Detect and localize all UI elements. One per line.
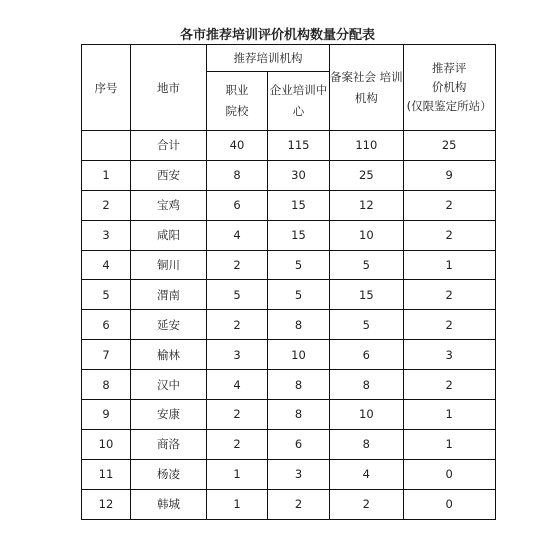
row-seq: 4 (82, 250, 131, 280)
row-city: 榆林 (131, 340, 207, 370)
header-evaluation-line3: (仅限鉴定所站） (406, 99, 492, 113)
row-enterprise: 10 (268, 340, 330, 370)
row-enterprise: 5 (268, 280, 330, 310)
row-social: 25 (330, 160, 404, 190)
table-row (82, 340, 496, 370)
row-evaluation: 2 (403, 370, 495, 400)
row-city: 汉中 (131, 370, 207, 400)
row-city: 延安 (131, 310, 207, 340)
row-enterprise: 8 (268, 370, 330, 400)
row-social: 8 (330, 429, 404, 459)
row-evaluation: 2 (403, 190, 495, 220)
row-vocational: 1 (207, 459, 268, 489)
header-row-top (82, 45, 496, 72)
table-row (82, 459, 496, 489)
row-social: 15 (330, 280, 404, 310)
row-seq: 6 (82, 310, 131, 340)
row-evaluation: 1 (403, 400, 495, 430)
row-city: 韩城 (131, 489, 207, 519)
row-evaluation: 0 (403, 459, 495, 489)
table-row (82, 370, 496, 400)
row-vocational: 2 (207, 310, 268, 340)
row-seq: 2 (82, 190, 131, 220)
header-evaluation (403, 45, 495, 131)
row-city: 安康 (131, 400, 207, 430)
row-city: 渭南 (131, 280, 207, 310)
row-social: 10 (330, 400, 404, 430)
row-vocational: 4 (207, 220, 268, 250)
row-city: 商洛 (131, 429, 207, 459)
total-label: 合计 (131, 131, 207, 161)
row-city: 铜川 (131, 250, 207, 280)
header-vocational-line1: 职业 (225, 83, 249, 97)
header-social-line2: 机构 (354, 90, 378, 105)
total-row (82, 131, 496, 161)
row-evaluation: 3 (403, 340, 495, 370)
row-vocational: 6 (207, 190, 268, 220)
total-enterprise: 115 (268, 131, 330, 161)
row-vocational: 2 (207, 400, 268, 430)
total-social: 110 (330, 131, 404, 161)
row-seq: 9 (82, 400, 131, 430)
row-enterprise: 30 (268, 160, 330, 190)
table-row (82, 220, 496, 250)
header-enterprise-line1: 企业培训中 (269, 83, 328, 97)
row-seq: 7 (82, 340, 131, 370)
row-seq: 11 (82, 459, 131, 489)
row-city: 杨凌 (131, 459, 207, 489)
total-evaluation: 25 (403, 131, 495, 161)
row-evaluation: 2 (403, 310, 495, 340)
row-vocational: 1 (207, 489, 268, 519)
row-city: 宝鸡 (131, 190, 207, 220)
row-vocational: 2 (207, 429, 268, 459)
row-evaluation: 9 (403, 160, 495, 190)
table-row (82, 310, 496, 340)
row-social: 4 (330, 459, 404, 489)
row-enterprise: 5 (268, 250, 330, 280)
header-seq: 序号 (82, 45, 131, 131)
table-row (82, 429, 496, 459)
row-enterprise: 3 (268, 459, 330, 489)
table-row (82, 250, 496, 280)
row-seq: 1 (82, 160, 131, 190)
row-vocational: 5 (207, 280, 268, 310)
row-evaluation: 1 (403, 250, 495, 280)
header-city: 地市 (131, 45, 207, 131)
header-enterprise (268, 72, 330, 131)
row-vocational: 4 (207, 370, 268, 400)
row-vocational: 3 (207, 340, 268, 370)
total-seq (82, 131, 131, 161)
row-city: 西安 (131, 160, 207, 190)
header-enterprise-line2: 心 (292, 104, 305, 118)
row-seq: 10 (82, 429, 131, 459)
row-enterprise: 15 (268, 190, 330, 220)
row-seq: 8 (82, 370, 131, 400)
header-social-training (330, 45, 404, 131)
row-seq: 3 (82, 220, 131, 250)
table-row (82, 400, 496, 430)
row-enterprise: 2 (268, 489, 330, 519)
table-row (82, 190, 496, 220)
row-social: 5 (330, 250, 404, 280)
header-recommend-training: 推荐培训机构 (207, 45, 330, 72)
row-evaluation: 1 (403, 429, 495, 459)
row-social: 5 (330, 310, 404, 340)
table-row (82, 280, 496, 310)
row-social: 10 (330, 220, 404, 250)
row-enterprise: 8 (268, 310, 330, 340)
row-evaluation: 0 (403, 489, 495, 519)
row-social: 6 (330, 340, 404, 370)
header-vocational-line2: 院校 (225, 104, 249, 118)
row-evaluation: 2 (403, 220, 495, 250)
header-evaluation-line2: 价机构 (431, 80, 467, 94)
allocation-table (81, 44, 496, 520)
row-vocational: 2 (207, 250, 268, 280)
table-row (82, 160, 496, 190)
header-social-line1: 备案社会 培训 (330, 69, 403, 84)
row-social: 8 (330, 370, 404, 400)
table-row (82, 489, 496, 519)
row-enterprise: 8 (268, 400, 330, 430)
header-vocational (207, 72, 268, 131)
row-enterprise: 15 (268, 220, 330, 250)
document-title: 各市推荐培训评价机构数量分配表 (179, 28, 375, 43)
row-social: 12 (330, 190, 404, 220)
row-seq: 12 (82, 489, 131, 519)
total-vocational: 40 (207, 131, 268, 161)
row-seq: 5 (82, 280, 131, 310)
row-city: 咸阳 (131, 220, 207, 250)
row-vocational: 8 (207, 160, 268, 190)
row-enterprise: 6 (268, 429, 330, 459)
row-social: 2 (330, 489, 404, 519)
header-evaluation-line1: 推荐评 (431, 61, 467, 75)
row-evaluation: 2 (403, 280, 495, 310)
